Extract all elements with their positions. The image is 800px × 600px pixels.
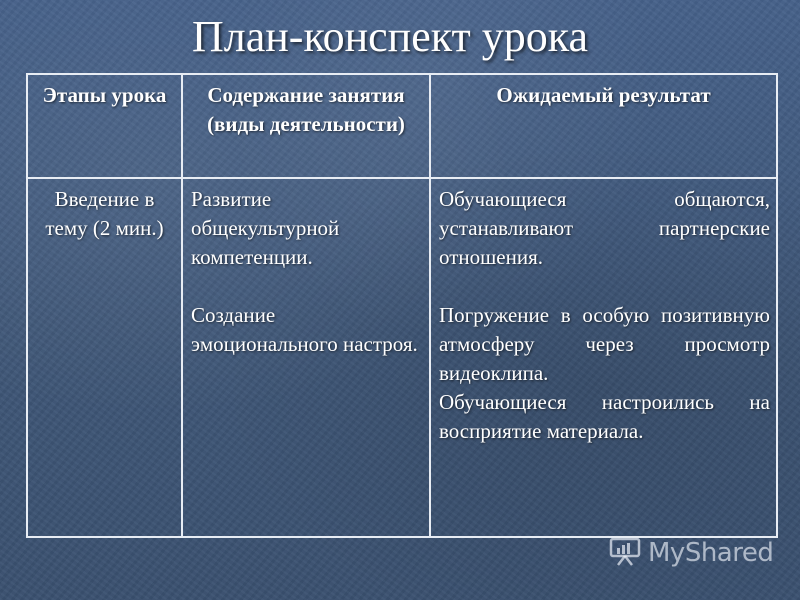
header-result: Ожидаемый результат — [429, 75, 776, 179]
watermark — [608, 534, 773, 572]
header-content: Содержание занятия (виды деятельности) — [181, 75, 429, 179]
cell-result — [429, 179, 776, 536]
content-paragraph: Создание эмоционального настроя. — [191, 303, 418, 356]
result-paragraph: Обучающиеся общаются, устанавливают партнерские отношения. — [439, 187, 770, 269]
header-stages: Этапы урока — [28, 75, 181, 179]
slide-title: План-конспект урока — [191, 12, 589, 61]
result-paragraph: Обучающиеся настроились на восприятие материала. — [439, 390, 770, 443]
presentation-board-icon — [608, 536, 648, 570]
result-paragraph: Погружение в особую позитивную атмосферу через просмотр видеоклипа. — [439, 303, 770, 385]
content-paragraph: Развитие общекультурной компетенции. — [191, 187, 340, 269]
cell-stage: Введение в тему (2 мин.) — [45, 187, 164, 240]
cell-content — [181, 179, 429, 536]
watermark-text: MyShared — [648, 538, 774, 568]
lesson-plan-table — [26, 73, 778, 538]
